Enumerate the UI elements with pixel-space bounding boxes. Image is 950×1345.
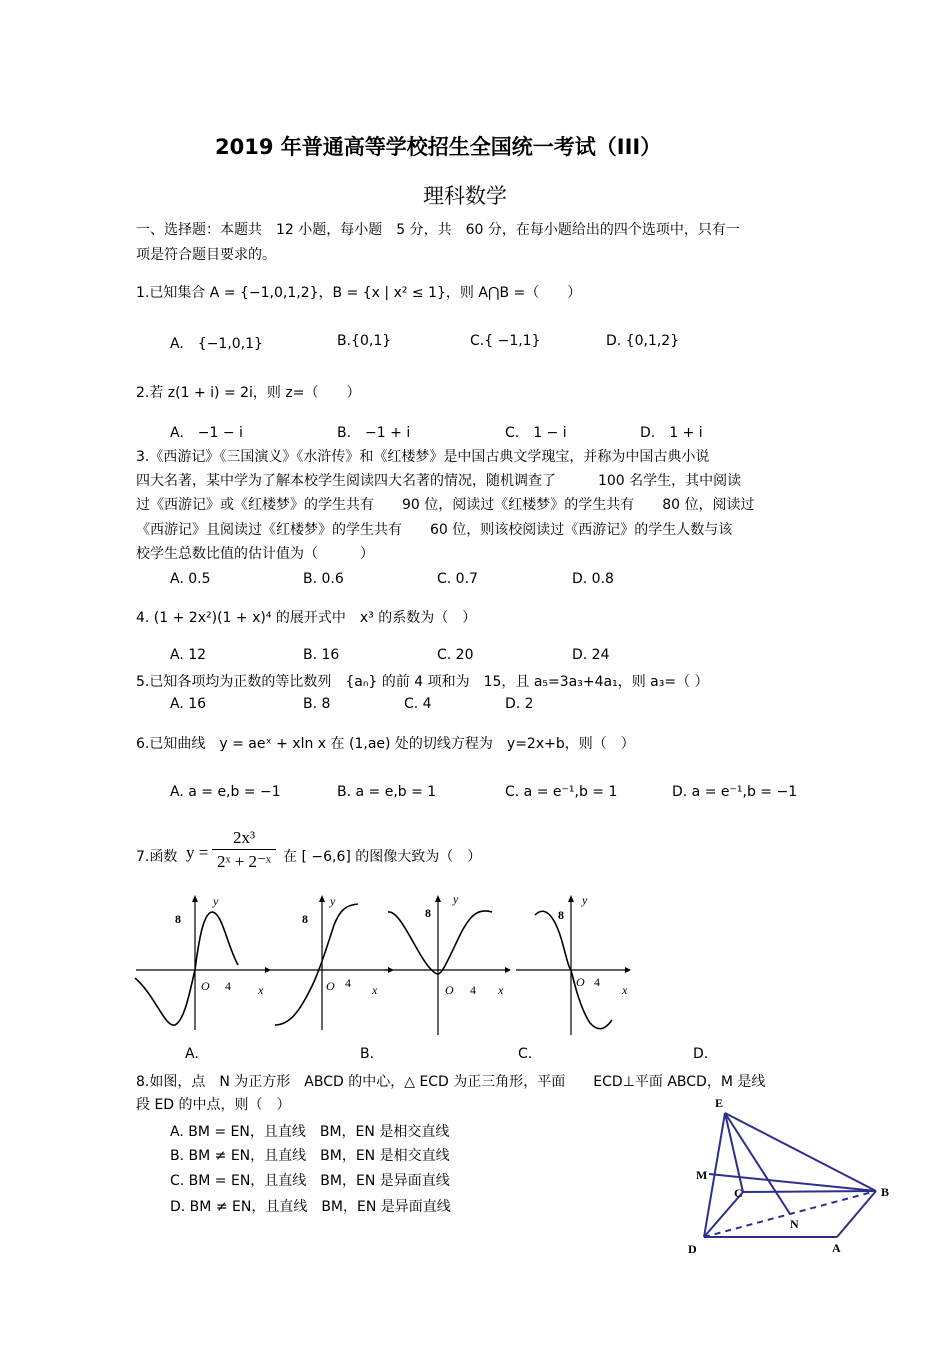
edge-eb [725, 1113, 876, 1191]
graph-c-y-label: y [453, 892, 459, 906]
graph-c-x-label: x [498, 983, 504, 997]
q5-option-c: C. 4 [404, 696, 432, 712]
graph-b-y-label: y [330, 894, 336, 908]
graph-a-four: 4 [225, 979, 231, 993]
graph-b-four: 4 [345, 976, 351, 990]
q7-fraction [212, 828, 276, 872]
q7-numerator: 2x³ [232, 828, 256, 847]
q7-prefix: 7.函数 [136, 849, 178, 865]
q2-stem: 2.若 z(1 + i) = 2i，则 z=（ ） [136, 385, 361, 401]
fraction-bar [212, 849, 276, 850]
instructions-line-2: 项是符合题目要求的。 [136, 247, 276, 263]
q3-line-3: 过《西游记》或《红楼梦》的学生共有 90 位，阅读过《红楼梦》的学生共有 80 位，阅读过 [136, 497, 755, 513]
q7-option-d: D. [693, 1046, 709, 1062]
q5-option-a: A. 16 [170, 696, 207, 712]
q2-option-b: B. −1 + i [337, 425, 411, 441]
edge-ec [725, 1113, 743, 1192]
graph-a-curve [135, 912, 238, 1025]
label-c: C [734, 1186, 743, 1200]
q7-denominator: 2ˣ + 2⁻ˣ [217, 852, 271, 871]
graph-b [270, 894, 394, 1030]
q6-option-b: B. a = e,b = 1 [337, 784, 437, 800]
q2-option-c: C. 1 − i [505, 425, 567, 441]
graph-a-y-label: y [213, 894, 219, 908]
graph-d-origin: O [576, 975, 585, 989]
q6-option-a: A. a = e,b = −1 [170, 784, 281, 800]
q4-option-d: D. 24 [572, 647, 610, 663]
graph-a-origin: O [201, 979, 210, 993]
q3-line-5: 校学生总数比值的估计值为（ ） [136, 546, 374, 562]
q5-option-b: B. 8 [303, 696, 331, 712]
q1-option-a: A. {−1,0,1} [170, 336, 263, 352]
q2-option-a: A. −1 − i [170, 425, 243, 441]
graph-c-eight: 8 [425, 906, 431, 920]
graph-b-origin: O [326, 979, 335, 993]
q3-option-d: D. 0.8 [572, 571, 614, 587]
q7-option-b: B. [360, 1046, 375, 1062]
graph-d-four: 4 [594, 975, 600, 989]
graph-d-y-label: y [582, 893, 588, 907]
q6-stem: 6.已知曲线 y = aeˣ + xln x 在 (1,ae) 处的切线方程为 y=2x+b，则（ ） [136, 736, 635, 752]
q3-option-b: B. 0.6 [303, 571, 344, 587]
graph-b-eight: 8 [302, 912, 308, 926]
label-d: D [688, 1242, 697, 1256]
q8-line-1: 8.如图，点 N 为正方形 ABCD 的中心，△ ECD 为正三角形，平面 ECD⊥平面 ABCD，M 是线 [136, 1074, 766, 1090]
exam-subtitle: 理科数学 [423, 184, 507, 208]
exam-title: 2019 年普通高等学校招生全国统一考试（III） [215, 135, 662, 159]
q4-option-c: C. 20 [437, 647, 474, 663]
q8-line-2: 段 ED 的中点，则（ ） [136, 1097, 291, 1113]
q8-option-a: A. BM = EN，且直线 BM，EN 是相交直线 [170, 1124, 450, 1140]
label-e: E [715, 1096, 724, 1110]
edge-cb [743, 1191, 876, 1192]
graph-c-four: 4 [470, 983, 476, 997]
label-m: M [696, 1168, 708, 1182]
label-b: B [881, 1185, 890, 1199]
q1-option-c: C.{ −1,1} [470, 333, 541, 349]
q4-stem: 4. (1 + 2x²)(1 + x)⁴ 的展开式中 x³ 的系数为（ ） [136, 610, 477, 626]
graph-c-origin: O [445, 983, 454, 997]
q7-suffix: 在 [ −6,6] 的图像大致为（ ） [283, 849, 482, 865]
graph-a [135, 894, 271, 1030]
q6-option-c: C. a = e⁻¹,b = 1 [505, 784, 618, 800]
q3-line-4: 《西游记》且阅读过《红楼梦》的学生共有 60 位，则该校阅读过《西游记》的学生人数与该 [136, 522, 733, 538]
q7-graphs [130, 890, 650, 1040]
graph-b-curve [275, 904, 358, 1025]
edge-ba [837, 1191, 876, 1237]
q3-line-1: 3.《西游记》《三国演义》《水浒传》和《红楼梦》是中国古典文学瑰宝，并称为中国古典小说 [136, 449, 710, 465]
q3-line-2: 四大名著，某中学为了解本校学生阅读四大名著的情况，随机调查了 100 名学生，其中阅读 [136, 473, 742, 489]
graph-a-eight: 8 [175, 912, 181, 926]
q3-option-c: C. 0.7 [437, 571, 478, 587]
q5-stem: 5.已知各项均为正数的等比数列 {aₙ} 的前 4 项和为 15，且 a₅=3a₃+4a₁，则 a₃=（ ） [136, 674, 709, 690]
graph-b-x-label: x [372, 983, 378, 997]
q1-option-d: D. {0,1,2} [606, 333, 680, 349]
q8-figure [680, 1090, 900, 1265]
graph-c-curve [388, 911, 492, 974]
label-n: N [790, 1217, 799, 1231]
q1-option-b: B.{0,1} [337, 333, 392, 349]
q7-fn-lhs: y = [186, 843, 209, 862]
graph-d-eight: 8 [558, 908, 564, 922]
q6-option-d: D. a = e⁻¹,b = −1 [672, 784, 798, 800]
graph-d-x-label: x [622, 983, 628, 997]
label-a: A [832, 1241, 841, 1255]
q3-option-a: A. 0.5 [170, 571, 211, 587]
graph-a-x-label: x [258, 983, 264, 997]
q2-option-d: D. 1 + i [640, 425, 703, 441]
q8-option-b: B. BM ≠ EN，且直线 BM，EN 是相交直线 [170, 1148, 450, 1164]
q5-option-d: D. 2 [505, 696, 534, 712]
q4-option-a: A. 12 [170, 647, 207, 663]
graph-d [516, 893, 631, 1035]
instructions-line-1: 一、选择题：本题共 12 小题，每小题 5 分，共 60 分，在每小题给出的四个选项中，只有一 [136, 222, 740, 238]
q8-option-d: D. BM ≠ EN，且直线 BM，EN 是异面直线 [170, 1199, 451, 1215]
q8-option-c: C. BM = EN，且直线 BM，EN 是异面直线 [170, 1173, 450, 1189]
q7-option-c: C. [518, 1046, 533, 1062]
q7-option-a: A. [185, 1046, 199, 1062]
q4-option-b: B. 16 [303, 647, 340, 663]
q1-stem: 1.已知集合 A = {−1,0,1,2}，B = {x | x² ≤ 1}，则 A⋂B =（ ） [136, 285, 582, 301]
graph-c [385, 892, 511, 1035]
